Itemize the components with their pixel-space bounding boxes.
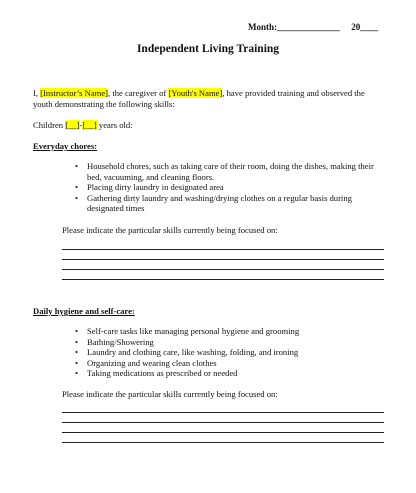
- list-item: • Self-care tasks like managing personal hygiene and grooming: [75, 326, 385, 337]
- list-item: • Organizing and wearing clean clothes: [75, 358, 385, 369]
- year-field[interactable]: 20____: [351, 22, 379, 32]
- month-field[interactable]: Month:______________: [248, 22, 340, 32]
- youth-name-field[interactable]: [Youth's Name]: [168, 88, 223, 98]
- age-to-field[interactable]: [__]: [82, 120, 97, 130]
- hygiene-list: [75, 326, 385, 379]
- section-title-everyday-chores: Everyday chores:: [33, 141, 98, 151]
- hygiene-answer-lines[interactable]: [62, 403, 384, 443]
- answer-line[interactable]: [62, 403, 384, 413]
- intro-suffix: , have provided training and observed the youth demonstrating the following skills:: [33, 88, 365, 109]
- children-age-line: [33, 120, 133, 130]
- list-item: • Taking medications as prescribed or needed: [75, 368, 385, 379]
- children-prefix: Children: [33, 120, 66, 130]
- list-item: • Bathing/Showering: [75, 337, 385, 348]
- instructor-name-field[interactable]: [Instructor’s Name]: [40, 88, 109, 98]
- answer-line[interactable]: [62, 240, 384, 250]
- month-year-line: [248, 22, 378, 32]
- answer-line[interactable]: [62, 413, 384, 423]
- intro-middle: , the caregiver of: [108, 88, 169, 98]
- section-title-daily-hygiene: Daily hygiene and self-care:: [33, 306, 135, 316]
- answer-line[interactable]: [62, 423, 384, 433]
- intro-prefix: I,: [33, 88, 41, 98]
- chores-focus-prompt: Please indicate the particular skills currently being focused on:: [62, 225, 278, 235]
- age-from-field[interactable]: [__]: [65, 120, 80, 130]
- hygiene-focus-prompt: Please indicate the particular skills currently being focused on:: [62, 389, 278, 399]
- answer-line[interactable]: [62, 270, 384, 280]
- answer-line[interactable]: [62, 260, 384, 270]
- intro-paragraph: [33, 88, 383, 110]
- age-dash: -: [79, 120, 83, 130]
- list-item: • Laundry and clothing care, like washing, folding, and ironing: [75, 347, 385, 358]
- list-item: • Gathering dirty laundry and washing/drying clothes on a regular basis during designated times: [75, 193, 385, 214]
- children-suffix: years old:: [96, 120, 133, 130]
- everyday-chores-list: [75, 161, 385, 214]
- list-item: • Placing dirty laundry in designated area: [75, 182, 385, 193]
- answer-line[interactable]: [62, 433, 384, 443]
- page-title: Independent Living Training: [136, 43, 280, 55]
- list-item: • Household chores, such as taking care of their room, doing the dishes, making their bed, vacuuming, and cleaning floors.: [75, 161, 385, 182]
- chores-answer-lines[interactable]: [62, 240, 384, 280]
- answer-line[interactable]: [62, 250, 384, 260]
